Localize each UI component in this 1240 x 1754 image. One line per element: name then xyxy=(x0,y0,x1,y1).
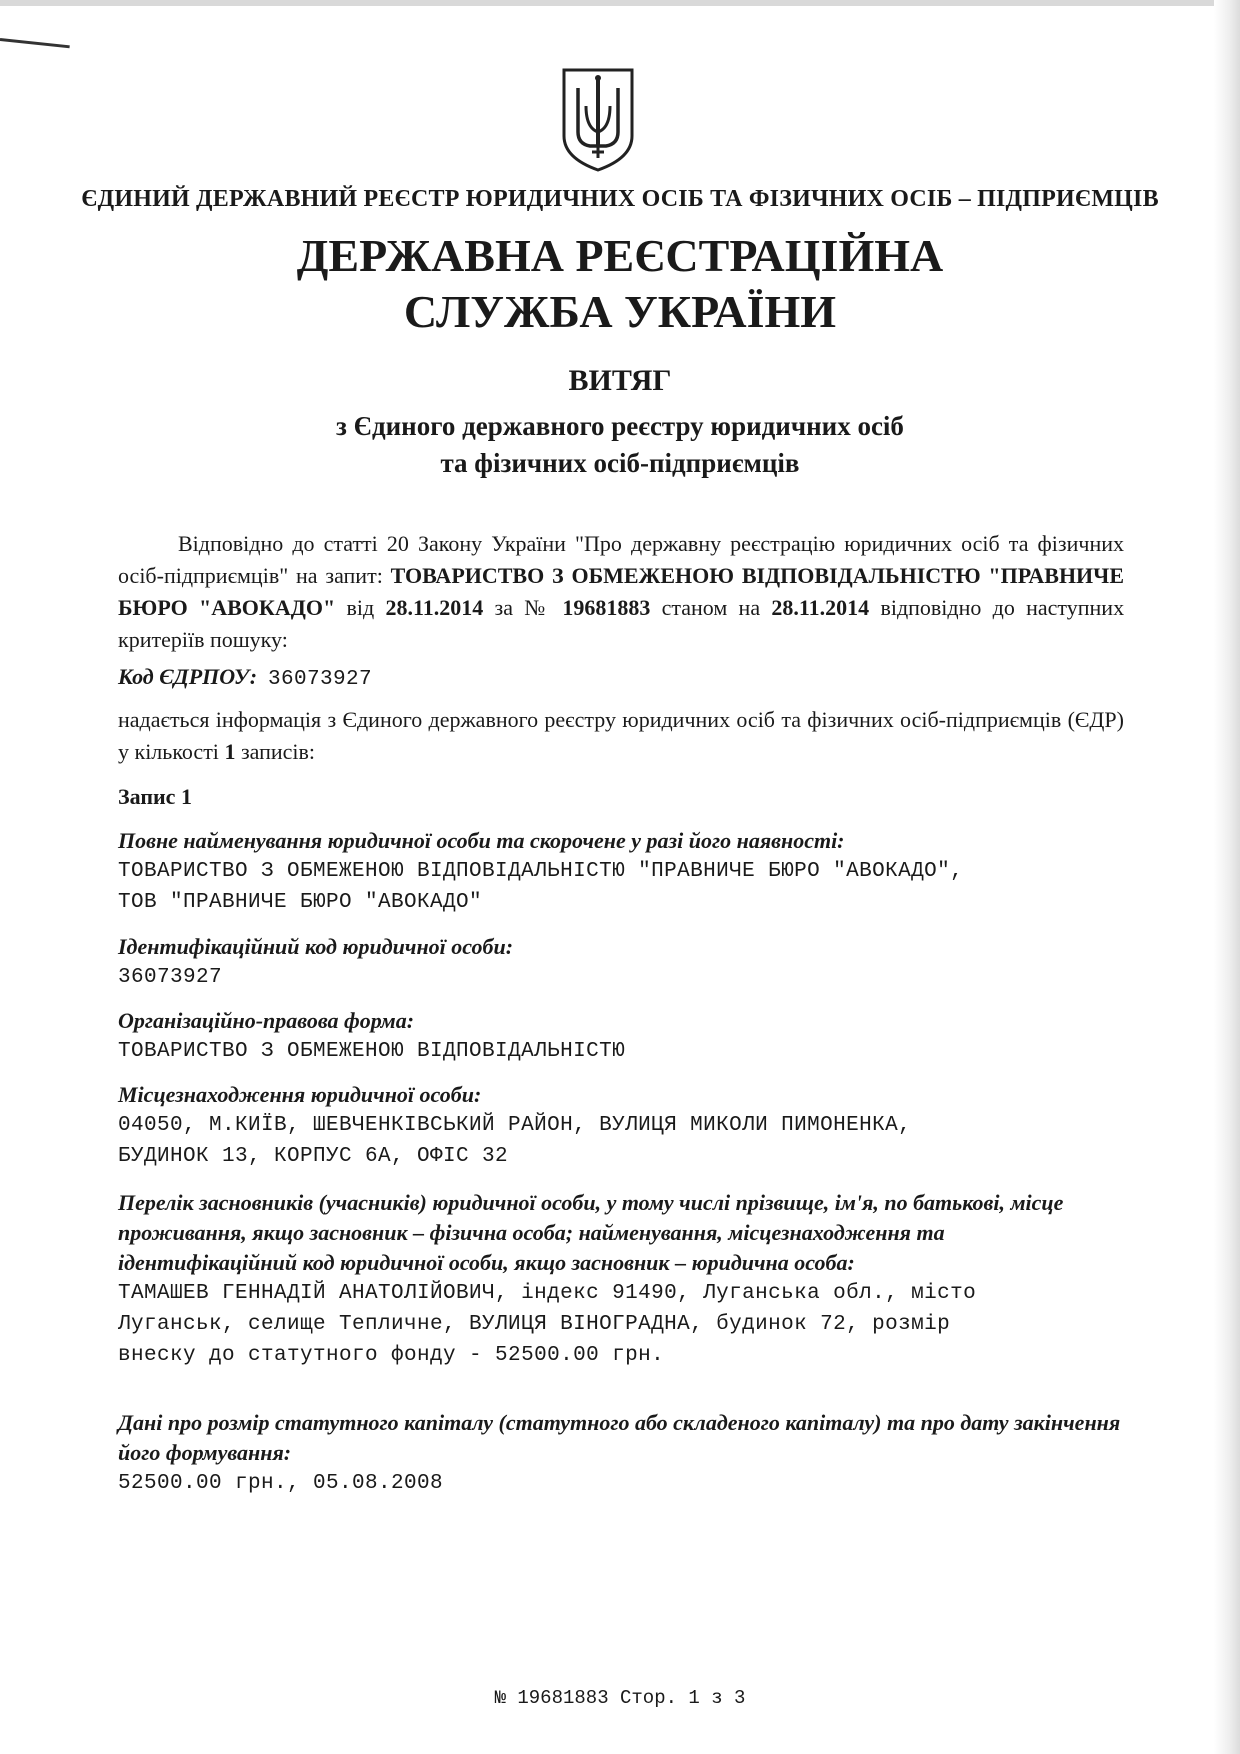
id-code-value: 36073927 xyxy=(118,966,223,989)
address-section xyxy=(118,1080,1124,1172)
edrpou-label: Код ЄДРПОУ: xyxy=(118,664,258,689)
intro-text: Відповідно до статті 20 Закону України "Про державну реєстрацію юридичних осіб та фізичних осіб-підприємців" на запит: xyxy=(118,531,1124,588)
extract-subtitle-line1: з Єдиного державного реєстру юридичних осіб xyxy=(336,411,904,441)
address-label: Місцезнаходження юридичної особи: xyxy=(118,1082,482,1107)
extract-title: ВИТЯГ xyxy=(568,364,672,397)
full-name-section xyxy=(118,826,1124,918)
trident-emblem-icon xyxy=(560,66,636,174)
full-name-label: Повне найменування юридичної особи та скорочене у разі його наявності: xyxy=(118,828,845,853)
service-title-line1: ДЕРЖАВНА РЕЄСТРАЦІЙНА xyxy=(296,230,944,281)
founders-line1: ТАМАШЕВ ГЕННАДІЙ АНАТОЛІЙОВИЧ, індекс 91490, Луганська обл., місто xyxy=(118,1282,977,1305)
request-number: 19681883 xyxy=(562,595,651,620)
records-count-paragraph xyxy=(118,704,1124,768)
edrpou-criterion xyxy=(118,662,1124,695)
request-date: 28.11.2014 xyxy=(385,595,484,620)
record-heading: Запис 1 xyxy=(118,784,192,809)
as-of-date: 28.11.2014 xyxy=(771,595,870,620)
capital-label: Дані про розмір статутного капіталу (статутного або складеного капіталу) та про дату закінчення його формування: xyxy=(118,1410,1121,1465)
number-prefix: за № xyxy=(494,595,552,620)
intro-paragraph xyxy=(118,528,1124,656)
extract-subtitle-line2: та фізичних осіб-підприємців xyxy=(440,448,800,478)
scan-pen-mark xyxy=(0,38,70,48)
capital-section xyxy=(118,1408,1124,1499)
founders-label: Перелік засновників (учасників) юридичної особи, у тому числі прізвище, ім'я, по батькові, місце проживання, якщо засновник – фізична особа; найменування, місцезнаходження та ідентифікаційний код юридичної особи, якщо засновник – юридична особа: xyxy=(118,1190,1064,1275)
records-count: 1 xyxy=(224,739,236,764)
extract-subtitle xyxy=(0,408,1240,482)
legal-form-value: ТОВАРИСТВО З ОБМЕЖЕНОЮ ВІДПОВІДАЛЬНІСТЮ xyxy=(118,1040,626,1063)
id-code-section xyxy=(118,932,1124,993)
founders-section xyxy=(118,1188,1124,1371)
given-text: надається інформація з Єдиного державного реєстру юридичних осіб та фізичних осіб-підприємців (ЄДР) у кількості xyxy=(118,707,1124,764)
service-title xyxy=(0,228,1240,340)
full-name-line1: ТОВАРИСТВО З ОБМЕЖЕНОЮ ВІДПОВІДАЛЬНІСТЮ "ПРАВНИЧЕ БЮРО "АВОКАДО", xyxy=(118,860,964,883)
given-text-after: записів: xyxy=(240,739,316,764)
full-name-line2: ТОВ "ПРАВНИЧЕ БЮРО "АВОКАДО" xyxy=(118,891,483,914)
registry-name: ЄДИНИЙ ДЕРЖАВНИЙ РЕЄСТР ЮРИДИЧНИХ ОСІБ ТА ФІЗИЧНИХ ОСІБ – ПІДПРИЄМЦІВ xyxy=(81,186,1159,212)
from-word: від xyxy=(346,595,375,620)
edrpou-value: 36073927 xyxy=(268,668,373,691)
request-subject: ТОВАРИСТВО З ОБМЕЖЕНОЮ ВІДПОВІДАЛЬНІСТЮ "ПРАВНИЧЕ БЮРО "АВОКАДО" xyxy=(118,563,1124,620)
intro-text-after: відповідно до наступних критеріїв пошуку: xyxy=(118,595,1125,652)
as-of-word: станом на xyxy=(661,595,761,620)
capital-value: 52500.00 грн., 05.08.2008 xyxy=(118,1472,444,1495)
page-footer: № 19681883 Стор. 1 з 3 xyxy=(494,1687,746,1709)
scan-edge-top xyxy=(0,0,1240,6)
legal-form-label: Організаційно-правова форма: xyxy=(118,1008,415,1033)
address-line2: БУДИНОК 13, КОРПУС 6А, ОФІС 32 xyxy=(118,1145,509,1168)
address-line1: 04050, М.КИЇВ, ШЕВЧЕНКІВСЬКИЙ РАЙОН, ВУЛИЦЯ МИКОЛИ ПИМОНЕНКА, xyxy=(118,1114,912,1137)
legal-form-section xyxy=(118,1006,1124,1067)
founders-line3: внеску до статутного фонду - 52500.00 грн. xyxy=(118,1344,665,1367)
service-title-line2: СЛУЖБА УКРАЇНИ xyxy=(403,286,837,337)
founders-line2: Луганськ, селище Тепличне, ВУЛИЦЯ ВІНОГРАДНА, будинок 72, розмір xyxy=(118,1313,951,1336)
id-code-label: Ідентифікаційний код юридичної особи: xyxy=(118,934,514,959)
